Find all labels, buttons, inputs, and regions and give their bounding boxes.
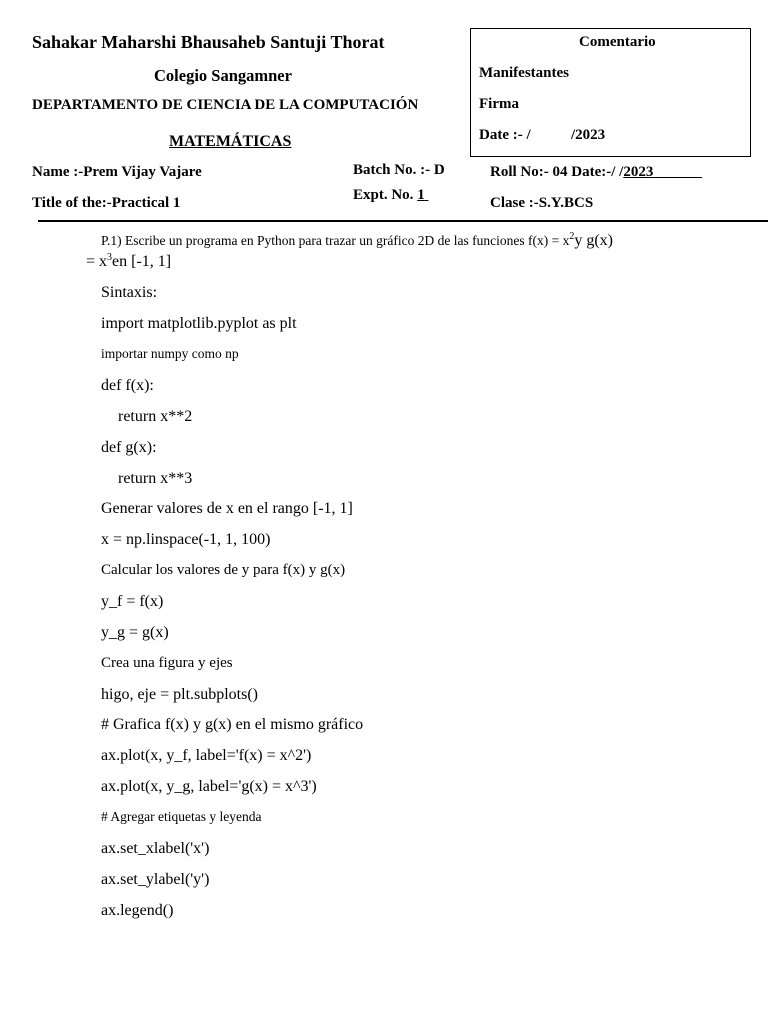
experiment-number — [353, 187, 428, 204]
code-comment: Crea una figura y ejes — [101, 655, 233, 671]
comment-box-date-label: Date :- / — [479, 127, 531, 143]
code-line: import matplotlib.pyplot as plt — [101, 315, 297, 332]
code-comment: # Agregar etiquetas y leyenda — [101, 809, 262, 824]
syntax-label: Sintaxis: — [101, 284, 158, 301]
institution-name: Sahakar Maharshi Bhausaheb Santuji Thorat — [32, 32, 385, 52]
code-comment: # Grafica f(x) y g(x) en el mismo gráfico — [101, 716, 364, 733]
experiment-number-label: Expt. No. — [353, 187, 418, 203]
comment-box — [470, 28, 751, 157]
code-line: higo, eje = plt.subplots() — [101, 686, 259, 703]
code-line: ax.legend() — [101, 902, 174, 919]
code-line: ax.plot(x, y_f, label='f(x) = x^2') — [101, 747, 312, 764]
comment-box-date-year: /2023 — [571, 127, 606, 143]
code-comment: Calcular los valores de y para f(x) y g(x) — [101, 562, 346, 578]
comment-box-line-firma: Firma — [479, 96, 519, 112]
code-line: def g(x): — [101, 439, 157, 456]
code-line: def f(x): — [101, 377, 154, 394]
roll-date-label: Roll No:- 04 Date:-/ / — [490, 164, 624, 180]
college-name: Colegio Sangamner — [154, 66, 292, 85]
code-line: ax.plot(x, y_g, label='g(x) = x^3') — [101, 778, 317, 795]
header-divider — [38, 220, 768, 222]
department-name: DEPARTAMENTO DE CIENCIA DE LA COMPUTACIÓN — [32, 97, 419, 113]
batch-number: Batch No. :- D — [353, 162, 445, 178]
code-line: ax.set_ylabel('y') — [101, 871, 210, 888]
code-line: y_f = f(x) — [101, 593, 164, 610]
student-name: Name :-Prem Vijay Vajare — [32, 164, 202, 180]
experiment-number-value: 1 — [417, 187, 425, 203]
code-line: return x**2 — [118, 408, 193, 425]
class-label: Clase :-S.Y.BCS — [490, 195, 594, 211]
code-line: ax.set_xlabel('x') — [101, 840, 210, 857]
practical-title: Title of the:-Practical 1 — [32, 195, 181, 211]
problem-statement-line2: = $x^3en$ [-1, 1] — [86, 252, 172, 270]
subject-title: MATEMÁTICAS — [169, 133, 292, 150]
comment-box-title: Comentario — [579, 34, 656, 50]
code-line: importar numpy como np — [101, 346, 239, 361]
roll-and-date — [490, 164, 702, 181]
code-line: y_g = g(x) — [101, 624, 169, 641]
code-line: return x**3 — [118, 470, 193, 487]
problem-statement-line1: P.1) Escribe un programa en Python para trazar un gráfico 2D de las funciones $f(x) = x^2y$ g(x) — [101, 231, 613, 249]
roll-date-year: 2023 — [623, 164, 654, 180]
comment-box-line-manifestantes: Manifestantes — [479, 65, 569, 81]
code-comment: Generar valores de x en el rango [-1, 1] — [101, 500, 353, 517]
code-line: x = np.linspace(-1, 1, 100) — [101, 531, 271, 548]
